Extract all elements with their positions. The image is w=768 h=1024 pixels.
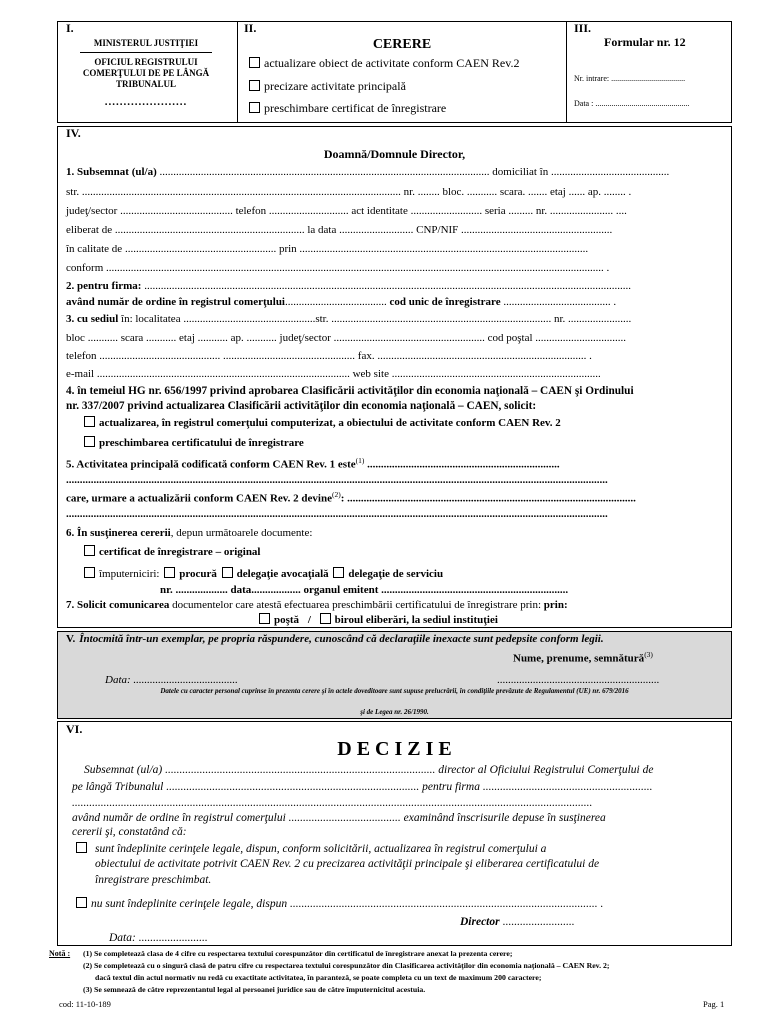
section-5-date-field[interactable]: Data: ...................................... — [105, 674, 238, 686]
checkbox-imputerniciri[interactable] — [84, 567, 95, 578]
checkbox-cerinte-neindeplinite[interactable] — [76, 897, 87, 908]
cerere-title: CERERE — [372, 37, 432, 52]
line-conform[interactable]: conform ..................................................................................................................................................................................... . — [66, 262, 610, 274]
line-solicit-comunicarea: 7. Solicit comunicarea documentelor care atestă efectuarea preschimbării certificatului de înregistrare prin: prin: — [66, 599, 568, 611]
checkbox-delegatie-serviciu[interactable] — [333, 567, 344, 578]
option-actualizare-obiect[interactable]: actualizare obiect de activitate conform CAEN Rev.2 — [249, 56, 519, 70]
office-tribunal-field[interactable]: ...................... — [104, 96, 188, 108]
note-2b: dacă textul din actul normativ nu redă cu exactitate activitatea, în paranteză, se poate completa cu un text de maximum 200 caractere; — [95, 973, 542, 982]
option-precizare-checkbox[interactable] — [249, 80, 260, 91]
line-sediul[interactable]: 3. cu sediul în: localitatea ................................................str. ................................................................................ nr. ....................... — [66, 313, 632, 325]
ministry-name: MINISTERUL JUSTIŢIEI — [93, 38, 199, 48]
section-6-number: VI. — [66, 722, 83, 736]
note-3: (3) Se semnează de către reprezentantul legal al persoanei juridice sau de către împuternicitul acestuia. — [83, 985, 426, 994]
privacy-notice-2: şi de Legea nr. 26/1990. — [360, 708, 429, 716]
option-preschimbare-certificatului[interactable]: preschimbarea certificatului de înregistrare — [84, 436, 304, 450]
checkbox-actualizare-registru[interactable] — [84, 416, 95, 427]
checkbox-cerinte-indeplinite[interactable] — [76, 842, 87, 853]
option-preschimbare-checkbox[interactable] — [249, 102, 260, 113]
salutation: Doamnă/Domnule Director, — [323, 147, 466, 161]
line-calitate[interactable]: în calitate de ....................................................... prin ......................................................................................................... — [66, 243, 589, 255]
decizie-date-field[interactable]: Data: ........................ — [109, 932, 208, 944]
section-4-number: IV. — [66, 126, 81, 140]
line-activitate-rev2[interactable]: care, urmare a actualizării conform CAEN Rev. 2 devine$^{(2)}$: ......................................................................................................... — [66, 490, 636, 505]
option-certificat-original[interactable]: certificat de înregistrare – original — [84, 545, 261, 559]
line-numar-ordine[interactable]: având număr de ordine în registrul comerţului..................................... cod unic de înregistrare ....................................... . — [66, 296, 617, 308]
form-code: cod: 11-10-189 — [59, 999, 111, 1009]
checkbox-certificat-original[interactable] — [84, 545, 95, 556]
line-eliberat-cnp[interactable]: eliberat de ..................................................................... la data ........................... CNP/NIF ....................................................... — [66, 224, 613, 236]
checkbox-delegatie-avocatiala[interactable] — [222, 567, 233, 578]
nr-intrare-field[interactable]: Nr. intrare: ..................................... — [574, 74, 686, 83]
note-1: (1) Se completează clasa de 4 cifre cu respectarea textului corespunzător din certificatul de înregistrare anexat la prezenta cerere; — [83, 949, 513, 958]
decizie-option-respins[interactable]: nu sunt îndeplinite cerinţele legale, dispun ........................................................................................................... . — [76, 897, 603, 911]
line-comunicare-optiuni[interactable]: poştă / biroul eliberări, la sediul instituţiei — [259, 613, 498, 627]
line-activitate-rev1-cont[interactable]: ..................................................................................................................................................................................................... — [66, 474, 608, 486]
line-bloc-scara[interactable]: bloc ........... scara ........... etaj ........... ap. ........... judeţ/sector ....................................................... cod poştal ................................. — [66, 332, 627, 344]
page-number: Pag. 1 — [703, 999, 725, 1009]
decizie-option-admis-3: înregistrare preschimbat. — [95, 874, 212, 886]
data-intrare-field[interactable]: Data : ............................................... — [574, 99, 690, 108]
line-email-web[interactable]: e-mail ............................................................................................ web site ............................................................................ — [66, 368, 601, 380]
office-line-3: TRIBUNALUL — [115, 79, 176, 89]
decizie-line-5: cererii şi, constatând că: — [72, 826, 187, 838]
line-activitate-rev2-cont[interactable]: ..................................................................................................................................................................................................... — [66, 508, 608, 520]
ministry-underline — [80, 52, 212, 53]
privacy-notice-1: Datele cu caracter personal cuprinse în prezenta cerere şi în actele doveditoare sunt supuse prelucrării, în condiţiile prevăzute de Regulamentul (UE) nr. 679/2016 — [160, 687, 629, 695]
note-2a: (2) Se completează cu o singură clasă de patru cifre cu respectarea textului corespunzător din Clasificarea activităţilor din economia naţională – CAEN Rev. 2; — [83, 961, 610, 970]
option-precizare-activitate[interactable]: precizare activitate principală — [249, 79, 406, 93]
decizie-line-1[interactable]: Subsemnat (ul/a) .............................................................................................. director al Oficiului Registrului Comerţului de — [84, 764, 654, 776]
line-imputerniciri[interactable]: împuterniciri: procură delegaţie avocaţială delegaţie de serviciu — [84, 567, 443, 581]
decizie-title: D E C I Z I E — [337, 738, 452, 760]
decizie-line-3[interactable]: ..................................................................................................................................................................................... — [72, 797, 593, 809]
option-preschimbare-certificat[interactable]: preschimbare certificat de înregistrare — [249, 101, 446, 115]
line-judet-telefon[interactable]: judeţ/sector ......................................... telefon ............................. act identitate .......................... seria ......... nr. ....................... .... — [66, 205, 627, 217]
decizie-line-2[interactable]: pe lângă Tribunalul ........................................................................................ pentru firma ........................................................... — [72, 781, 653, 793]
notes-label: Notă : — [49, 949, 71, 958]
office-line-2: COMERŢULUI DE PE LÂNGĂ — [82, 68, 210, 78]
line-firma[interactable]: 2. pentru firma: ................................................................................................................................................................................. — [66, 280, 631, 292]
line-strada[interactable]: str. .................................................................................................................... nr. ........ bloc. ........... scara. ....... etaj ...... ap. ........ . — [66, 186, 632, 198]
option-actualizare-registru[interactable]: actualizarea, în registrul comerţului computerizat, a obiectului de activitate conform CAEN Rev. 2 — [84, 416, 561, 430]
decizie-option-admis[interactable]: sunt îndeplinite cerinţele legale, dispun, conform solicitării, actualizarea în registrul comerţului a — [76, 842, 546, 856]
line-telefon-fax[interactable]: telefon ............................................ ................................................ fax. ............................................................................ . — [66, 350, 592, 362]
line-activitate-rev1[interactable]: 5. Activitatea principală codificată conform CAEN Rev. 1 este$^{(1)}$ ...................................................................... — [66, 456, 560, 471]
director-signature[interactable]: Director ......................... — [460, 916, 575, 928]
section-5-declaration: V. Întocmită într-un exemplar, pe propria răspundere, cunoscând că declaraţiile inexacte sunt pedepsite conform legii. — [66, 633, 604, 645]
section-3-number: III. — [574, 21, 592, 35]
checkbox-posta[interactable] — [259, 613, 270, 624]
decizie-option-admis-2: obiectului de activitate potrivit CAEN Rev. 2 cu precizarea activităţii principale şi eliberarea certificatului de — [95, 858, 600, 870]
checkbox-procura[interactable] — [164, 567, 175, 578]
decizie-line-4[interactable]: având număr de ordine în registrul comerţului ....................................... examinând înscrisurile depuse în susţinerea — [72, 812, 606, 824]
line-temei-legal-1: 4. în temeiul HG nr. 656/1997 privind aprobarea Clasificării activităţilor din economia naţională – CAEN şi Ordinului — [66, 385, 634, 397]
line-imputernicire-detalii[interactable]: nr. ................... data.................. organul emitent .................................................................... — [160, 584, 569, 596]
signature-label: Nume, prenume, semnătură$^{(3)}$ — [513, 650, 653, 665]
line-temei-legal-2: nr. 337/2007 privind actualizarea Clasificării activităţilor din economia naţională – CAEN, solicit: — [66, 400, 537, 412]
checkbox-preschimbare-certificatului[interactable] — [84, 436, 95, 447]
formular-number: Formular nr. 12 — [604, 35, 686, 49]
section-2-number: II. — [244, 21, 257, 35]
signature-field[interactable]: ........................................................... — [497, 674, 660, 686]
header-divider-2 — [566, 21, 567, 123]
section-1-number: I. — [66, 21, 74, 35]
line-subsemnat[interactable]: 1. Subsemnat (ul/a) ........................................................................................................................ domiciliat în ........................................... — [66, 166, 670, 178]
office-line-1: OFICIUL REGISTRULUI — [94, 57, 198, 67]
checkbox-birou-eliberari[interactable] — [320, 613, 331, 624]
option-actualizare-checkbox[interactable] — [249, 57, 260, 68]
line-sustinere: 6. În susţinerea cererii, depun următoarele documente: — [66, 527, 313, 539]
